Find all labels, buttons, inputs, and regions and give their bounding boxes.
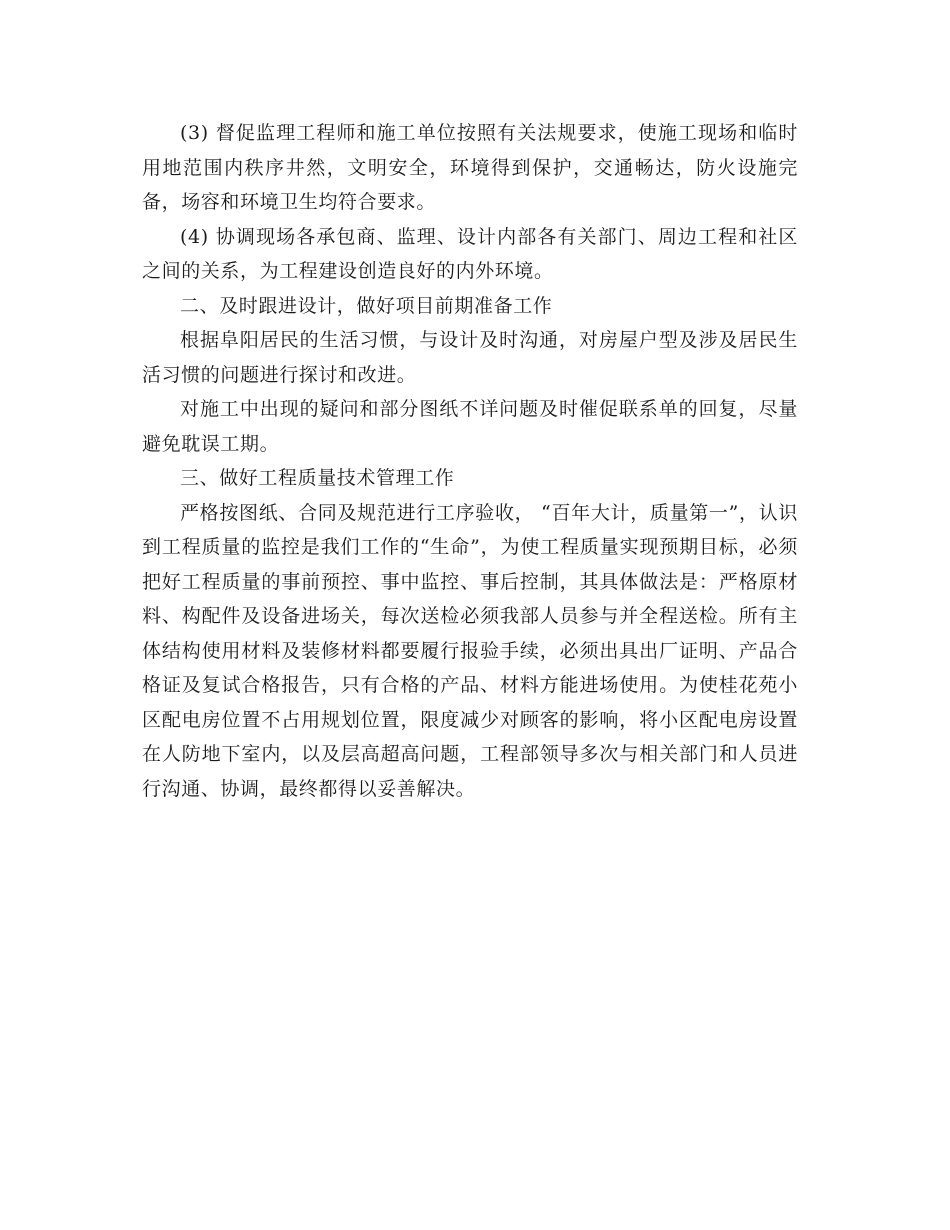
paragraph-design-queries: 对施工中出现的疑问和部分图纸不详问题及时催促联系单的回复，尽量避免耽误工期。 — [142, 398, 798, 455]
document-body — [142, 116, 798, 806]
paragraph-quality-management: 严格按图纸、合同及规范进行工序验收， “百年大计，质量第一”，认识到工程质量的监控是我们工作的“生命”，为使工程质量实现预期目标，必须把好工程质量的事前预控、事中监控、事后控制，其具体做法是：严格原材料、构配件及设备进场关，每次送检必须我部人员参与并全程送检。所有主体结构使用材料及装修材料都要履行报验手续，必须出具出厂证明、产品合格证及复试合格报告，只有合格的产品、材料方能进场使用。为使桂花苑小区配电房位置不占用规划位置，限度减少对顾客的影响，将小区配电房设置在人防地下室内，以及层高超高问题，工程部领导多次与相关部门和人员进行沟通、协调，最终都得以妥善解决。 — [142, 501, 798, 800]
section-heading-2: 二、及时跟进设计，做好项目前期准备工作 — [180, 294, 553, 317]
section-heading-3: 三、做好工程质量技术管理工作 — [180, 467, 455, 489]
paragraph-item-4: (4) 协调现场各承包商、监理、设计内部各有关部门、周边工程和社区之间的关系，为工程建设创造良好的内外环境。 — [142, 225, 798, 282]
paragraph-design-habits: 根据阜阳居民的生活习惯，与设计及时沟通，对房屋户型及涉及居民生活习惯的问题进行探讨和改进。 — [142, 329, 798, 386]
paragraph-item-3: (3) 督促监理工程师和施工单位按照有关法规要求，使施工现场和临时用地范围内秩序井然，文明安全，环境得到保护，交通畅达，防火设施完备，场容和环境卫生均符合要求。 — [142, 122, 798, 213]
